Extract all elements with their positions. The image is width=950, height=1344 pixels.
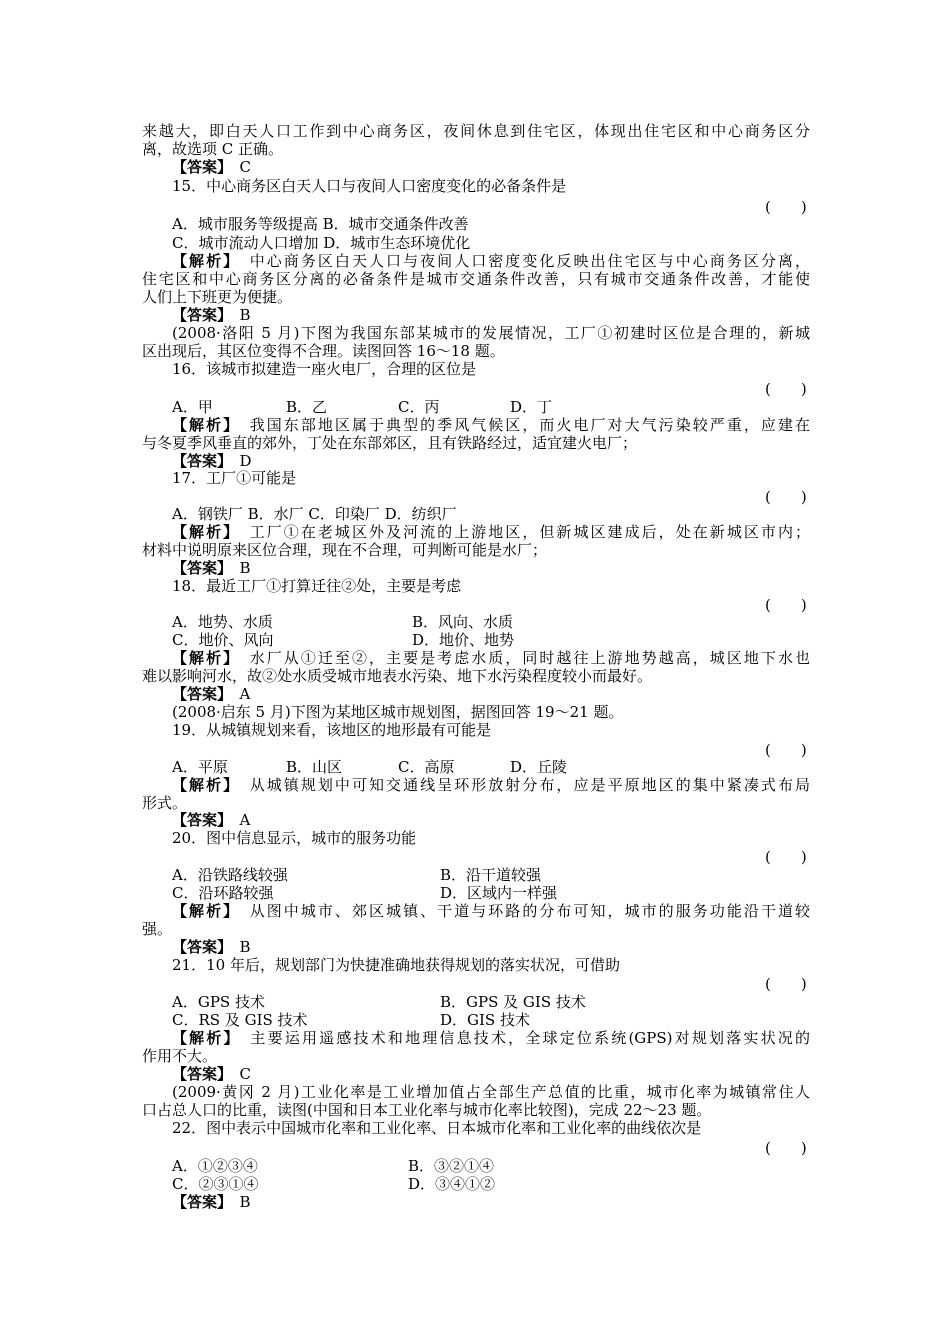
group16-line-2: 区出现后，其区位变得不合理。读图回答 16～18 题。 <box>142 342 505 360</box>
q15-analysis-line-2: 住宅区和中心商务区分离的必备条件是城市交通条件改善，只有城市交通条件改善，才能使 <box>142 270 810 288</box>
answer-value: B <box>239 306 251 324</box>
q20-answer-blank: ( ) <box>765 848 807 866</box>
q19-option-a: A．平原 <box>172 758 228 776</box>
group16-line-1: (2008·洛阳 5 月)下图为我国东部某城市的发展情况，工厂①初建时区位是合理的，新城 <box>172 324 810 342</box>
q18-option-a: A．地势、水质 <box>172 613 273 631</box>
q19-answer <box>172 811 810 829</box>
q15-analysis-line-1 <box>172 252 810 270</box>
answer-value: B <box>239 1193 251 1211</box>
answer-value: A <box>239 685 251 703</box>
answer-label: 【答案】 <box>172 685 225 703</box>
answer-label: 【答案】 <box>172 938 225 956</box>
q21-answer <box>172 1065 810 1083</box>
answer-value: B <box>239 559 251 577</box>
q16-answer-blank: ( ) <box>765 380 807 398</box>
q19-stem: 19．从城镇规划来看，该地区的地形最有可能是 <box>172 721 492 739</box>
analysis-label: 【解析】 <box>172 902 233 920</box>
q20-option-b: B．沿干道较强 <box>440 866 542 884</box>
q16-option-b: B．乙 <box>286 398 328 416</box>
q18-option-d: D．地价、地势 <box>412 631 515 649</box>
analysis-text: 从图中城市、郊区城镇、干道与环路的分布可知，城市的服务功能沿干道较 <box>249 902 810 920</box>
q20-stem: 20．图中信息显示，城市的服务功能 <box>172 829 417 847</box>
analysis-text: 中心商务区白天人口与夜间人口密度变化反映出住宅区与中心商务区分离， <box>249 252 810 270</box>
q21-analysis-line-1 <box>172 1029 810 1047</box>
group19-line-1: (2008·启东 5 月)下图为某地区城市规划图，据图回答 19～21 题。 <box>172 703 624 721</box>
q19-answer-blank: ( ) <box>765 741 807 759</box>
q17-stem: 17．工厂①可能是 <box>172 469 297 487</box>
q16-stem: 16．该城市拟建造一座火电厂，合理的区位是 <box>172 360 477 378</box>
analysis-label: 【解析】 <box>172 1029 234 1047</box>
q22-answer-blank: ( ) <box>765 1139 807 1157</box>
answer-value: A <box>239 811 251 829</box>
q18-analysis-line-2: 难以影响河水，故②处水质受城市地表水污染、地下水污染程度较小而最好。 <box>142 667 653 685</box>
q20-analysis-line-1 <box>172 902 810 920</box>
q17-options: A．钢铁厂 B．水厂 C．印染厂 D．纺织厂 <box>172 505 457 523</box>
q22-stem: 22．图中表示中国城市化率和工业化率、日本城市化率和工业化率的曲线依次是 <box>172 1119 702 1137</box>
analysis-label: 【解析】 <box>172 252 233 270</box>
q20-option-a: A．沿铁路线较强 <box>172 866 288 884</box>
q22-option-a: A．①②③④ <box>172 1157 258 1175</box>
q17-answer <box>172 559 810 577</box>
analysis-text: 水厂从①迁至②，主要是考虑水质，同时越往上游地势越高，城区地下水也 <box>249 649 810 667</box>
q16-option-c: C．丙 <box>398 398 440 416</box>
analysis-label: 【解析】 <box>172 776 233 794</box>
q16-analysis-line-1 <box>172 416 810 434</box>
answer-label: 【答案】 <box>172 1193 225 1211</box>
analysis-text: 我国东部地区属于典型的季风气候区，而火电厂对大气污染较严重，应建在 <box>249 416 810 434</box>
intro-answer <box>172 158 810 176</box>
q21-analysis-line-2: 作用不大。 <box>142 1047 218 1065</box>
analysis-text: 工厂①在老城区外及河流的上游地区，但新城区建成后，处在新城区市内； <box>249 523 810 541</box>
answer-label: 【答案】 <box>172 306 225 324</box>
group22-line-1: (2009·黄冈 2 月)工业化率是工业增加值占全部生产总值的比重，城市化率为城镇常住人 <box>172 1083 810 1101</box>
q20-option-c: C．沿环路较强 <box>172 884 274 902</box>
q19-option-b: B．山区 <box>286 758 343 776</box>
q18-answer <box>172 685 810 703</box>
answer-label: 【答案】 <box>172 1065 225 1083</box>
answer-label: 【答案】 <box>172 158 225 176</box>
q20-analysis-line-2: 强。 <box>142 920 173 938</box>
q19-analysis-line-1 <box>172 776 810 794</box>
answer-label: 【答案】 <box>172 559 225 577</box>
analysis-label: 【解析】 <box>172 416 233 434</box>
analysis-text: 主要运用遥感技术和地理信息技术，全球定位系统(GPS)对规划落实状况的 <box>250 1029 810 1047</box>
q20-answer <box>172 938 810 956</box>
q21-answer-blank: ( ) <box>765 975 807 993</box>
intro-line-1: 来越大，即白天人口工作到中心商务区，夜间休息到住宅区，体现出住宅区和中心商务区分 <box>142 122 810 140</box>
q15-stem: 15．中心商务区白天人口与夜间人口密度变化的必备条件是 <box>172 177 567 195</box>
analysis-label: 【解析】 <box>172 649 233 667</box>
q15-options-ab: A．城市服务等级提高 B．城市交通条件改善 <box>172 215 469 233</box>
q18-stem: 18．最近工厂①打算迁往②处，主要是考虑 <box>172 577 462 595</box>
q21-option-b: B．GPS 及 GIS 技术 <box>440 993 586 1011</box>
answer-value: C <box>239 1065 252 1083</box>
q17-analysis-line-1 <box>172 523 810 541</box>
q22-option-d: D．③④①② <box>408 1175 496 1193</box>
q18-option-b: B．风向、水质 <box>412 613 514 631</box>
q19-option-c: C．高原 <box>398 758 455 776</box>
q16-analysis-line-2: 与冬夏季风垂直的郊外，丁处在东部郊区，且有铁路经过，适宜建火电厂； <box>142 434 638 452</box>
q21-option-d: D．GIS 技术 <box>440 1011 530 1029</box>
q19-option-d: D．丘陵 <box>510 758 568 776</box>
q16-option-d: D．丁 <box>510 398 553 416</box>
q15-options-cd: C．城市流动人口增加 D．城市生态环境优化 <box>172 234 471 252</box>
q16-option-a: A．甲 <box>172 398 213 416</box>
q19-analysis-line-2: 形式。 <box>142 794 188 812</box>
q18-option-c: C．地价、风向 <box>172 631 274 649</box>
q21-stem: 21．10 年后，规划部门为快捷准确地获得规划的落实状况，可借助 <box>172 956 620 974</box>
q16-answer <box>172 452 810 470</box>
q22-option-b: B．③②①④ <box>408 1157 495 1175</box>
q15-answer-blank: ( ) <box>765 198 807 216</box>
answer-value: C <box>239 158 252 176</box>
q17-analysis-line-2: 材料中说明原来区位合理，现在不合理，可判断可能是水厂； <box>142 541 548 559</box>
answer-value: D <box>239 452 252 470</box>
q15-analysis-line-3: 人们上下班更为便捷。 <box>142 288 293 306</box>
q18-analysis-line-1 <box>172 649 810 667</box>
q22-option-c: C．②③①④ <box>172 1175 259 1193</box>
answer-label: 【答案】 <box>172 452 225 470</box>
q21-option-c: C．RS 及 GIS 技术 <box>172 1011 308 1029</box>
q15-answer <box>172 306 810 324</box>
q21-option-a: A．GPS 技术 <box>172 993 265 1011</box>
intro-line-2: 离，故选项 C 正确。 <box>142 140 284 158</box>
analysis-text: 从城镇规划中可知交通线呈环形放射分布，应是平原地区的集中紧凑式布局 <box>249 776 810 794</box>
analysis-label: 【解析】 <box>172 523 233 541</box>
q20-option-d: D．区域内一样强 <box>440 884 558 902</box>
group22-line-2: 口占总人口的比重，读图(中国和日本工业化率与城市化率比较图)，完成 22～23 题。 <box>142 1101 712 1119</box>
answer-label: 【答案】 <box>172 811 225 829</box>
q17-answer-blank: ( ) <box>765 488 807 506</box>
q22-answer <box>172 1193 810 1211</box>
q18-answer-blank: ( ) <box>765 596 807 614</box>
answer-value: B <box>239 938 251 956</box>
